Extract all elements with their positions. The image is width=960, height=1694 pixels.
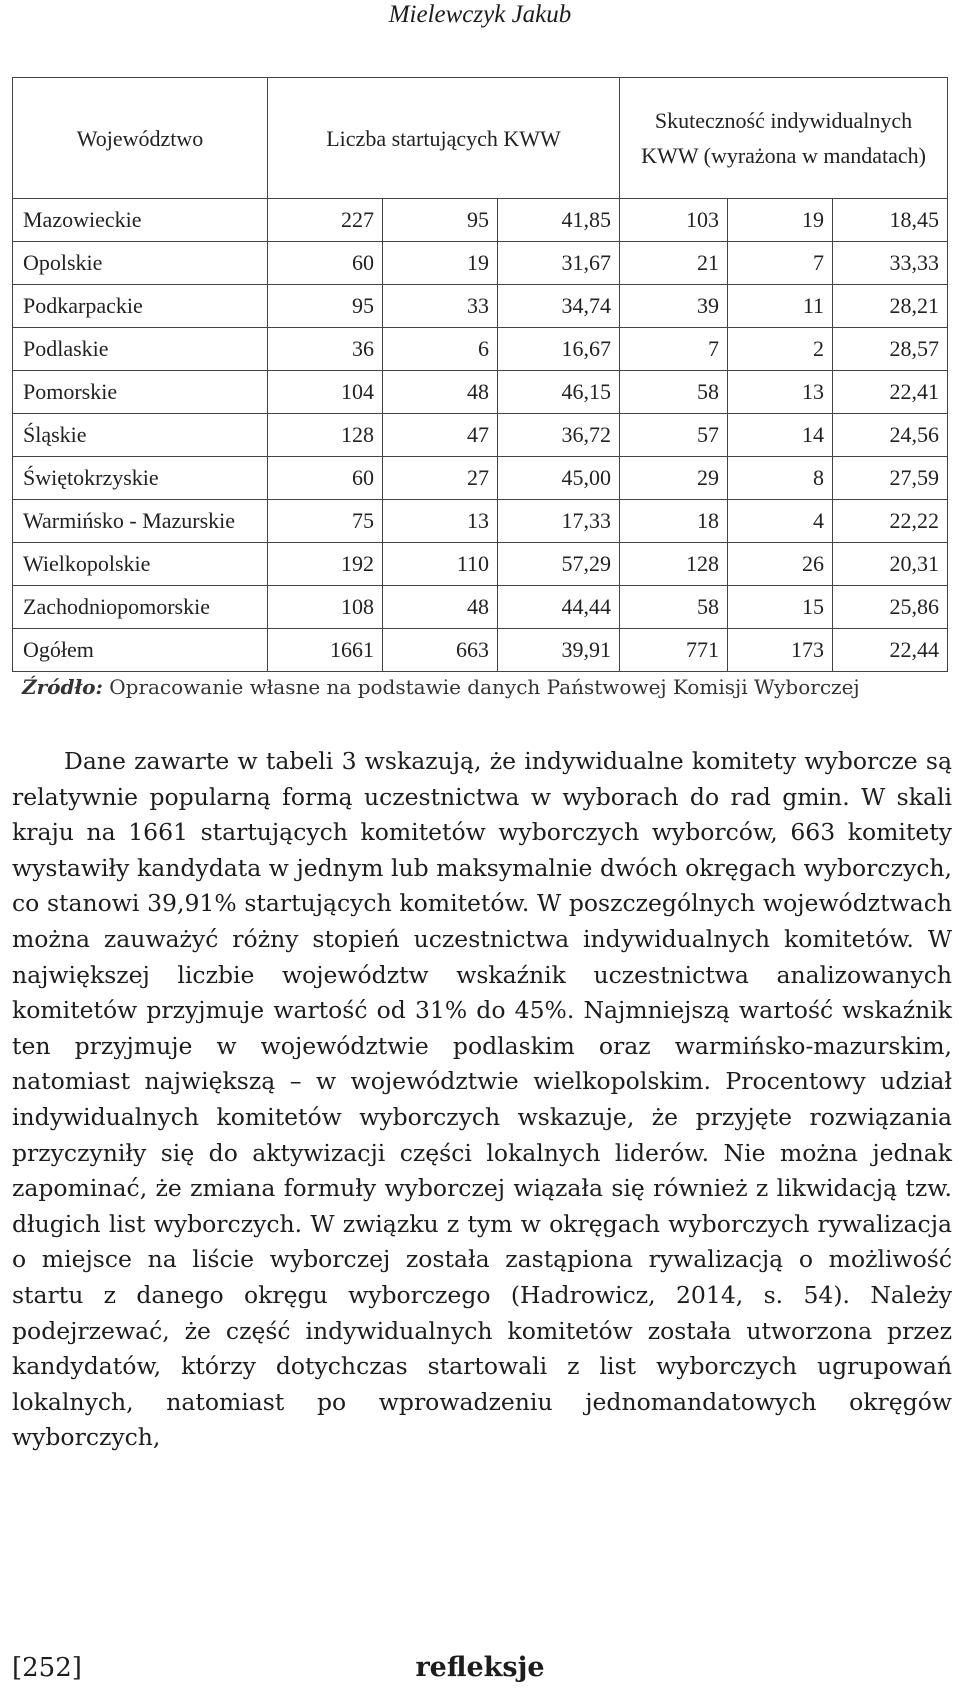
region-cell: Podkarpackie xyxy=(13,285,268,328)
value-cell: 75 xyxy=(268,500,383,543)
header-kww-count: Liczba startujących KWW xyxy=(268,78,620,199)
data-table xyxy=(12,77,948,672)
value-cell: 19 xyxy=(383,242,498,285)
value-cell: 33,33 xyxy=(833,242,948,285)
source-label: Źródło: xyxy=(22,675,103,699)
value-cell: 771 xyxy=(620,629,728,672)
value-cell: 34,74 xyxy=(498,285,620,328)
value-cell: 14 xyxy=(728,414,833,457)
region-cell: Świętokrzyskie xyxy=(13,457,268,500)
value-cell: 48 xyxy=(383,371,498,414)
header-effectiveness: Skuteczność indywidualnych KWW (wyrażona w mandatach) xyxy=(620,78,948,199)
value-cell: 128 xyxy=(268,414,383,457)
value-cell: 58 xyxy=(620,586,728,629)
source-note xyxy=(22,672,952,702)
value-cell: 2 xyxy=(728,328,833,371)
value-cell: 4 xyxy=(728,500,833,543)
value-cell: 173 xyxy=(728,629,833,672)
region-cell: Warmińsko - Mazurskie xyxy=(13,500,268,543)
journal-name: refleksje xyxy=(415,1652,545,1683)
value-cell: 15 xyxy=(728,586,833,629)
table-header-row xyxy=(13,78,948,199)
value-cell: 25,86 xyxy=(833,586,948,629)
value-cell: 57 xyxy=(620,414,728,457)
table-row xyxy=(13,543,948,586)
region-cell: Zachodniopomorskie xyxy=(13,586,268,629)
value-cell: 28,21 xyxy=(833,285,948,328)
value-cell: 192 xyxy=(268,543,383,586)
value-cell: 45,00 xyxy=(498,457,620,500)
page-number: [252] xyxy=(12,1653,82,1683)
value-cell: 663 xyxy=(383,629,498,672)
value-cell: 28,57 xyxy=(833,328,948,371)
value-cell: 227 xyxy=(268,199,383,242)
region-cell: Opolskie xyxy=(13,242,268,285)
value-cell: 7 xyxy=(728,242,833,285)
value-cell: 110 xyxy=(383,543,498,586)
table-row xyxy=(13,371,948,414)
value-cell: 24,56 xyxy=(833,414,948,457)
table-row xyxy=(13,285,948,328)
region-cell: Mazowieckie xyxy=(13,199,268,242)
value-cell: 18 xyxy=(620,500,728,543)
value-cell: 7 xyxy=(620,328,728,371)
source-text: Opracowanie własne na podstawie danych Państwowej Komisji Wyborczej xyxy=(109,675,860,699)
value-cell: 39,91 xyxy=(498,629,620,672)
value-cell: 57,29 xyxy=(498,543,620,586)
value-cell: 16,67 xyxy=(498,328,620,371)
table-body xyxy=(13,199,948,672)
table-row xyxy=(13,500,948,543)
value-cell: 95 xyxy=(383,199,498,242)
value-cell: 44,44 xyxy=(498,586,620,629)
value-cell: 1661 xyxy=(268,629,383,672)
value-cell: 48 xyxy=(383,586,498,629)
value-cell: 58 xyxy=(620,371,728,414)
value-cell: 27 xyxy=(383,457,498,500)
region-cell: Podlaskie xyxy=(13,328,268,371)
value-cell: 103 xyxy=(620,199,728,242)
value-cell: 8 xyxy=(728,457,833,500)
region-cell: Pomorskie xyxy=(13,371,268,414)
value-cell: 41,85 xyxy=(498,199,620,242)
value-cell: 46,15 xyxy=(498,371,620,414)
value-cell: 33 xyxy=(383,285,498,328)
value-cell: 26 xyxy=(728,543,833,586)
value-cell: 36 xyxy=(268,328,383,371)
body-text xyxy=(12,744,952,1456)
value-cell: 22,22 xyxy=(833,500,948,543)
table-row xyxy=(13,199,948,242)
region-cell: Wielkopolskie xyxy=(13,543,268,586)
value-cell: 104 xyxy=(268,371,383,414)
value-cell: 128 xyxy=(620,543,728,586)
header-region: Województwo xyxy=(13,78,268,199)
value-cell: 22,41 xyxy=(833,371,948,414)
value-cell: 60 xyxy=(268,242,383,285)
running-head: Mielewczyk Jakub xyxy=(388,1,572,28)
table-row xyxy=(13,328,948,371)
value-cell: 36,72 xyxy=(498,414,620,457)
body-paragraph: Dane zawarte w tabeli 3 wskazują, że indywidualne komitety wyborcze są relatywnie popularną formą uczestnictwa w wyborach do rad gmin. W skali kraju na 1661 startujących komitetów wyborczych wyborców, 663 komitety wystawiły kandydata w jednym lub maksymalnie dwóch okręgach wyborczych, co stanowi 39,91% startujących komitetów. W poszczególnych województwach można zauważyć różny stopień uczestnictwa indywidualnych komitetów. W największej liczbie województw wskaźnik uczestnictwa analizowanych komitetów przyjmuje wartość od 31% do 45%. Najmniejszą wartość wskaźnik ten przyjmuje w województwie podlaskim oraz warmińsko-mazurskim, natomiast największą – w województwie wielkopolskim. Procentowy udział indywidualnych komitetów wyborczych wskazuje, że przyjęte rozwiązania przyczyniły się do aktywizacji części lokalnych liderów. Nie można jednak zapominać, że zmiana formuły wyborczej wiązała się również z likwidacją tzw. długich list wyborczych. W związku z tym w okręgach wyborczych rywalizacja o miejsce na liście wyborczej została zastąpiona rywalizacją o możliwość startu z danego okręgu wyborczego (Hadrowicz, 2014, s. 54). Należy podejrzewać, że część indywidualnych komitetów została utworzona przez kandydatów, którzy dotychczas startowali z list wyborczych ugrupowań lokalnych, natomiast po wprowadzeniu jednomandatowych okręgów wyborczych, xyxy=(12,747,952,1452)
value-cell: 17,33 xyxy=(498,500,620,543)
value-cell: 31,67 xyxy=(498,242,620,285)
value-cell: 22,44 xyxy=(833,629,948,672)
value-cell: 13 xyxy=(728,371,833,414)
table-row xyxy=(13,242,948,285)
value-cell: 60 xyxy=(268,457,383,500)
table-row xyxy=(13,586,948,629)
table-row xyxy=(13,629,948,672)
value-cell: 6 xyxy=(383,328,498,371)
value-cell: 21 xyxy=(620,242,728,285)
value-cell: 11 xyxy=(728,285,833,328)
value-cell: 108 xyxy=(268,586,383,629)
value-cell: 47 xyxy=(383,414,498,457)
region-cell: Śląskie xyxy=(13,414,268,457)
table-row xyxy=(13,457,948,500)
table-row xyxy=(13,414,948,457)
region-cell: Ogółem xyxy=(13,629,268,672)
value-cell: 13 xyxy=(383,500,498,543)
value-cell: 18,45 xyxy=(833,199,948,242)
value-cell: 20,31 xyxy=(833,543,948,586)
value-cell: 29 xyxy=(620,457,728,500)
value-cell: 39 xyxy=(620,285,728,328)
value-cell: 27,59 xyxy=(833,457,948,500)
value-cell: 19 xyxy=(728,199,833,242)
value-cell: 95 xyxy=(268,285,383,328)
